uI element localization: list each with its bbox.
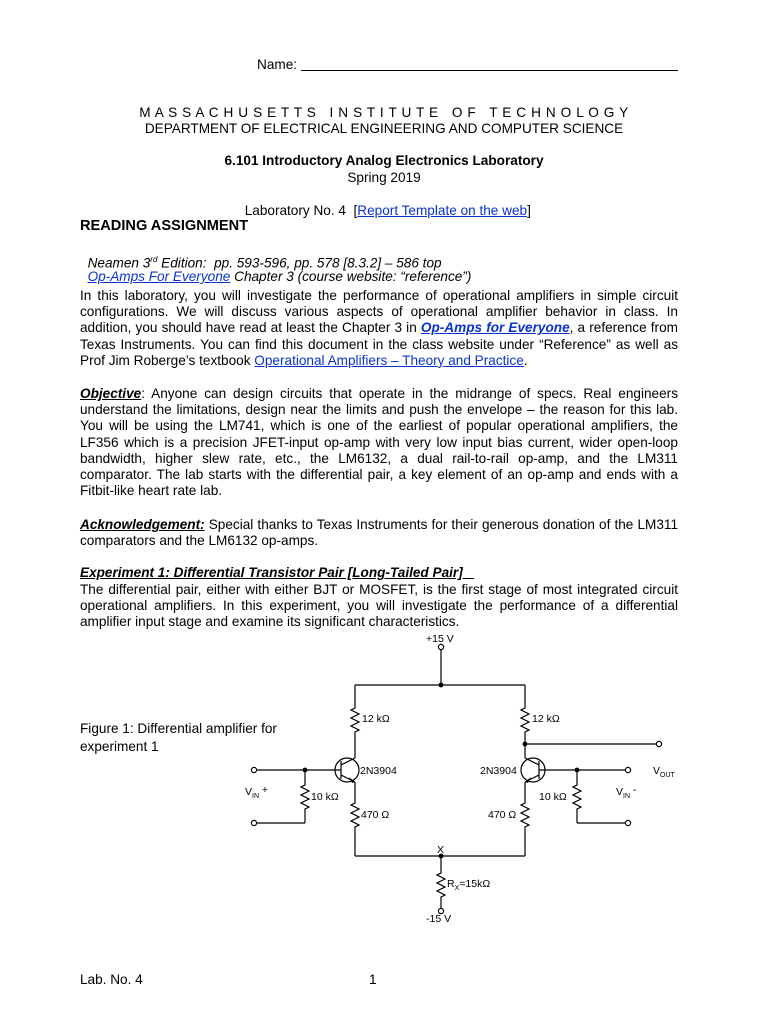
rx-sub: X: [454, 885, 460, 892]
report-template-link[interactable]: Report Template on the web: [357, 203, 528, 219]
rb-left-label: 10 kΩ: [311, 791, 339, 803]
course-title: 6.101 Introductory Analog Electronics Laboratory: [224, 153, 544, 168]
vin-plus-sign: +: [259, 784, 269, 796]
reading-neamen: Neamen 3: [87, 255, 151, 271]
vin-plus-v: V: [245, 786, 253, 798]
vin-minus-sub: IN: [623, 793, 631, 800]
footer-page-number: 1: [369, 972, 377, 987]
rx-val: =15kΩ: [459, 878, 491, 890]
op-amps-for-everyone-link[interactable]: Op-Amps for Everyone: [420, 320, 570, 336]
op-amps-everyone-link[interactable]: Op-Amps For Everyone: [87, 269, 231, 285]
reading-heading: READING ASSIGNMENT: [80, 218, 249, 234]
term: Spring 2019: [347, 170, 421, 185]
vin-minus-sign: -: [630, 784, 637, 796]
experiment1-heading: Experiment 1: Differential Transistor Pair [Long-Tailed Pair]: [80, 565, 475, 580]
reading-sup: rd: [150, 255, 158, 265]
rx-label: [447, 878, 490, 892]
vin-plus-sub: IN: [252, 793, 260, 800]
vplus-label: +15 V: [426, 633, 454, 645]
acknowledgement-label: Acknowledgement:: [80, 517, 205, 532]
re-right-label: 470 Ω: [488, 809, 517, 821]
experiment1-paragraph: The differential pair, either with either BJT or MOSFET, is the first stage of most integrated circuit operational amplifiers. In this experiment, you will investigate the performance of a differential amplifier input stage and examine its significant characteristics.: [80, 582, 678, 630]
rc-left-label: 12 kΩ: [362, 713, 390, 725]
institute-title: M A S S A C H U S E T T S I N S T I T U T E O F T E C H N O L O G Y: [139, 105, 629, 120]
q-right-label: 2N3904: [480, 765, 517, 777]
rc-right-label: 12 kΩ: [532, 713, 560, 725]
intro-text-a: In this laboratory, you will investigate the performance of operational amplifiers in simple circuit configurations. We will discuss various aspects of operational amplifier behavior in class. In addition, you should have read at least the Chapter 3 in: [80, 288, 678, 336]
intro-text-c: .: [523, 352, 528, 368]
acknowledgement-text: Special thanks to Texas Instruments for their generous donation of the LM311 comparators and the LM6132 op-amps.: [80, 517, 678, 549]
figure-caption: Figure 1: Differential amplifier for experiment 1: [80, 721, 277, 754]
node-x-label: X: [437, 844, 445, 856]
name-label: Name:: [257, 57, 301, 72]
rx-r: R: [447, 878, 455, 890]
vin-plus-label: [245, 784, 268, 800]
intro-text-b: , a reference from Texas Instruments. You can find this document in the class website under “Reference” as well as Prof Jim Roberge’s textbook: [80, 320, 678, 368]
reading-pages: Edition: pp. 593-596, pp. 578 [8.3.2] – 586 top: [157, 255, 442, 271]
roberge-textbook-link[interactable]: Operational Amplifiers – Theory and Practice: [254, 352, 524, 368]
junction-dots: [303, 683, 580, 859]
vin-minus-label: [616, 784, 637, 800]
objective-label: Objective: [80, 386, 142, 401]
vout-v: V: [653, 765, 661, 777]
lab-prefix: Laboratory No. 4 [: [244, 203, 358, 219]
department-title: DEPARTMENT OF ELECTRICAL ENGINEERING AND COMPUTER SCIENCE: [144, 121, 624, 136]
schematic-wires: [256, 650, 657, 908]
footer-lab-number: Lab. No. 4: [80, 972, 143, 987]
vout-label: [653, 765, 676, 779]
reading-chapter: Chapter 3 (course website: “reference”): [230, 269, 472, 285]
q-left-label: 2N3904: [360, 765, 397, 777]
re-left-label: 470 Ω: [361, 809, 390, 821]
rb-right-label: 10 kΩ: [539, 791, 567, 803]
vminus-label: -15 V: [426, 913, 452, 925]
vout-sub: OUT: [660, 772, 675, 779]
vin-minus-v: V: [616, 786, 624, 798]
lab-suffix: ]: [527, 203, 531, 219]
objective-text: : Anyone can design circuits that operate in the midrange of specs. Real engineers understand the limitations, design near the limits and push the envelope – the reason for this lab. You will be using the LM741, which is one of the earliest of popular operational amplifiers, the LF356 which is a precision JFET-input op-amp with very low input bias current, wider open-loop bandwidth, higher slew rate, etc., the LM6132, a dual rail-to-rail op-amp, and the LM311 comparator. The lab starts with the differential pair, a key element of an op-amp and ends with a Fitbit-like heart rate lab.: [80, 386, 678, 499]
